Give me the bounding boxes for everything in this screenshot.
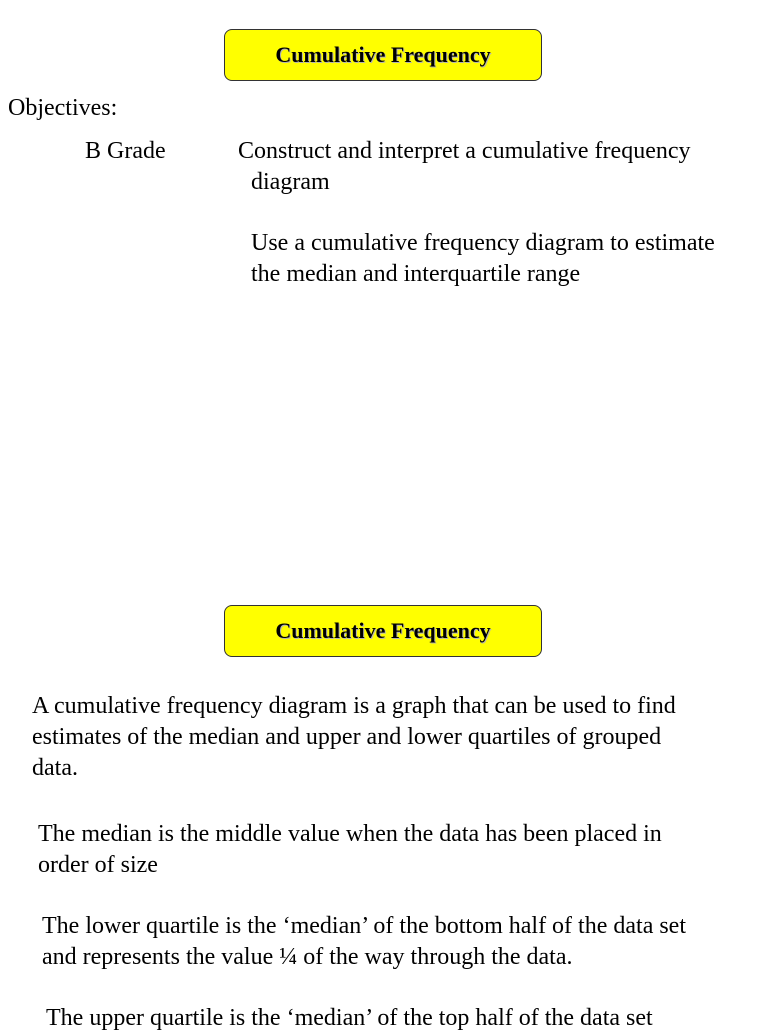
para2-line1: The median is the middle value when the data has been placed in [38,821,662,847]
objective2-line2: the median and interquartile range [251,261,581,287]
para1-line2: estimates of the median and upper and lower quartiles of grouped [32,724,662,750]
objectives-label: Objectives: [8,95,118,121]
objective2-line1: Use a cumulative frequency diagram to estimate [251,230,715,256]
objective1-line2: diagram [251,169,330,195]
slide2-title: Cumulative Frequency [275,618,491,643]
slide1-title-box [224,29,542,81]
para1-line3: data. [32,755,78,781]
para3-line1: The lower quartile is the ‘median’ of the bottom half of the data set [42,913,687,939]
objective1-line1: Construct and interpret a cumulative frequency [238,138,691,164]
para2-line2: order of size [38,852,158,878]
slide1-title: Cumulative Frequency [275,42,491,67]
grade-label: B Grade [85,138,166,164]
para4-line1: The upper quartile is the ‘median’ of the top half of the data set [46,1005,653,1031]
slide2-title-box [224,605,542,657]
para1-line1: A cumulative frequency diagram is a graph that can be used to find [32,693,676,719]
para3-line2: and represents the value ¼ of the way through the data. [42,944,573,970]
